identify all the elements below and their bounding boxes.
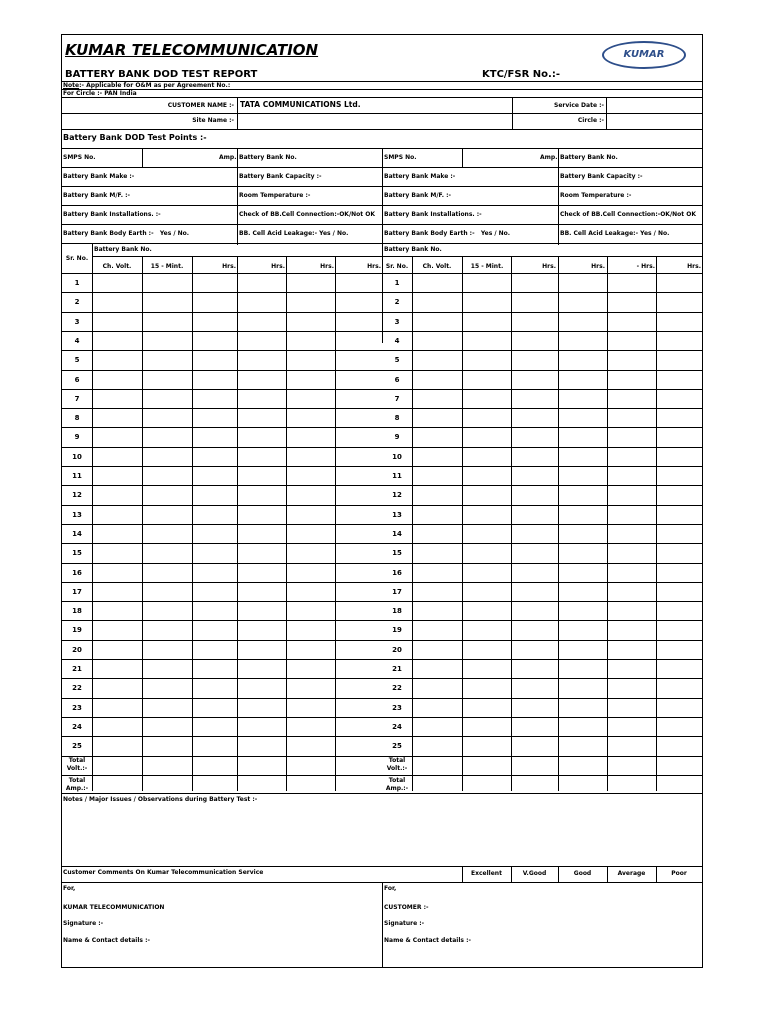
- total-volt-left: [62, 757, 92, 773]
- row-number-left: 4: [74, 336, 80, 345]
- row-number-left: 25: [72, 742, 82, 751]
- row-number-right: 8: [394, 414, 400, 423]
- rating-excellent[interactable]: Excellent: [471, 870, 502, 877]
- report-title: BATTERY BANK DOD TEST REPORT: [65, 69, 258, 80]
- row-number-right: 18: [392, 607, 402, 616]
- company-left: KUMAR TELECOMMUNICATION: [63, 904, 165, 911]
- row-number-right: 14: [392, 529, 402, 538]
- rating-vgood[interactable]: V.Good: [522, 870, 547, 877]
- row-number-left: 3: [74, 317, 80, 326]
- amp-label-right: Amp.: [540, 154, 558, 161]
- row-number-left: 19: [72, 626, 82, 635]
- sr-no-left: Sr. No.: [65, 255, 89, 262]
- col-hrs-1-left: Hrs.: [222, 263, 236, 270]
- room-temp-label-left: Room Temperature :-: [239, 192, 311, 199]
- notes-label: Notes / Major Issues / Observations during Battery Test :-: [63, 796, 258, 803]
- row-number-left: 24: [72, 722, 82, 731]
- col-ch-volt-right: Ch. Volt.: [422, 263, 452, 270]
- customer-right: CUSTOMER :-: [384, 904, 429, 911]
- test-points-title: Battery Bank DOD Test Points :-: [63, 133, 207, 142]
- row-number-right: 11: [392, 472, 402, 480]
- acid-leakage-left[interactable]: BB. Cell Acid Leakage:- Yes / No.: [239, 230, 349, 237]
- company-title: KUMAR TELECOMMUNICATION: [65, 41, 319, 59]
- body-earth-label-right: [384, 230, 510, 237]
- capacity-label-left: Battery Bank Capacity :-: [239, 173, 322, 180]
- signature-right: Signature :-: [384, 920, 425, 927]
- row-number-right: 20: [392, 645, 402, 654]
- battery-bank-no-right: Battery Bank No.: [560, 154, 618, 161]
- customer-name-label: CUSTOMER NAME :-: [167, 102, 234, 109]
- room-temp-label-right: Room Temperature :-: [560, 192, 632, 199]
- for-right: For,: [384, 885, 397, 892]
- total-volt-left-l1: Total: [68, 757, 86, 764]
- row-number-left: 7: [74, 394, 80, 403]
- col-15min-right: 15 - Mint.: [470, 263, 504, 270]
- row-number-left: 14: [72, 529, 82, 538]
- contact-right: Name & Contact details :-: [384, 937, 471, 944]
- row-number-left: 8: [74, 414, 80, 423]
- row-number-left: 1: [74, 279, 80, 287]
- row-number-left: 20: [72, 645, 82, 654]
- row-number-left: 16: [72, 568, 82, 577]
- col-hrs-3-left: Hrs.: [320, 263, 334, 270]
- signature-left: Signature :-: [63, 920, 104, 927]
- total-amp-right-l2: Amp.:-: [385, 785, 409, 792]
- row-number-right: 2: [394, 298, 400, 307]
- body-earth-options-right[interactable]: Yes / No.: [480, 230, 511, 237]
- body-earth-label-left: [63, 230, 189, 237]
- col-hrs-2-left: Hrs.: [271, 263, 285, 270]
- col-hrs-3-right: - Hrs.: [636, 263, 655, 270]
- row-number-right: 19: [392, 626, 402, 635]
- total-amp-right: [382, 777, 412, 793]
- row-number-left: 17: [72, 587, 82, 596]
- row-number-left: 6: [74, 375, 80, 384]
- smps-label-right: SMPS No.: [384, 154, 417, 161]
- total-volt-right-l2: Volt.:-: [386, 765, 408, 772]
- row-number-right: 10: [392, 452, 402, 461]
- row-number-right: 4: [394, 336, 400, 345]
- capacity-label-right: Battery Bank Capacity :-: [560, 173, 643, 180]
- row-number-right: 12: [392, 491, 402, 500]
- col-hrs-1-right: Hrs.: [542, 263, 556, 270]
- row-number-right: 22: [392, 684, 402, 693]
- rating-poor[interactable]: Poor: [671, 870, 687, 877]
- row-number-right: 7: [394, 394, 400, 403]
- row-number-left: 5: [74, 356, 80, 365]
- contact-left: Name & Contact details :-: [63, 937, 150, 944]
- row-number-right: 23: [392, 703, 402, 712]
- acid-leakage-right[interactable]: BB. Cell Acid Leakage:- Yes / No.: [560, 230, 670, 237]
- for-left: For,: [63, 885, 76, 892]
- note-text: :- Applicable for O&M as per Agreement No.:: [79, 82, 231, 89]
- report-sheet: [61, 34, 703, 968]
- row-number-left: 11: [72, 472, 82, 480]
- total-amp-left-l1: Total: [68, 777, 86, 784]
- smps-label-left: SMPS No.: [63, 154, 96, 161]
- row-number-right: 13: [392, 510, 402, 519]
- note-line: [63, 82, 230, 89]
- row-number-left: 23: [72, 703, 82, 712]
- row-number-right: 25: [392, 742, 402, 751]
- row-number-left: 9: [74, 433, 80, 442]
- total-volt-right: [382, 757, 412, 773]
- total-amp-left-l2: Amp.:-: [65, 785, 89, 792]
- row-number-left: 15: [72, 549, 82, 558]
- row-number-left: 2: [74, 298, 80, 307]
- col-ch-volt-left: Ch. Volt.: [102, 263, 132, 270]
- ktc-fsr-no: KTC/FSR No.:-: [482, 69, 560, 80]
- col-hrs-2-right: Hrs.: [591, 263, 605, 270]
- total-volt-left-l2: Volt.:-: [66, 765, 88, 772]
- row-number-right: 17: [392, 587, 402, 596]
- col-hrs-4-left: Hrs.: [367, 263, 381, 270]
- note-label: Note: [63, 82, 80, 89]
- cell-connection-label-right: Check of BB.Cell Connection:-OK/Not OK: [560, 211, 696, 218]
- rating-good[interactable]: Good: [573, 870, 592, 877]
- mf-label-right: Battery Bank M/F. :-: [384, 192, 451, 199]
- row-number-right: 15: [392, 549, 402, 558]
- row-number-right: 24: [392, 722, 402, 731]
- site-name-label: Site Name :-: [192, 117, 234, 124]
- total-volt-right-l1: Total: [388, 757, 406, 764]
- row-number-left: 21: [72, 665, 82, 673]
- service-date-label: Service Date :-: [554, 102, 604, 109]
- row-number-left: 13: [72, 510, 82, 519]
- row-number-left: 10: [72, 452, 82, 461]
- make-label-right: Battery Bank Make :-: [384, 173, 456, 180]
- col-15min-left: 15 - Mint.: [150, 263, 184, 270]
- body-earth-text-right: Battery Bank Body Earth :-: [384, 230, 475, 237]
- circle-line: For Circle :- PAN India: [63, 90, 137, 97]
- row-number-left: 22: [72, 684, 82, 693]
- total-amp-right-l1: Total: [388, 777, 406, 784]
- amp-label-left: Amp.: [219, 154, 237, 161]
- battery-bank-no-left: Battery Bank No.: [239, 154, 297, 161]
- row-number-right: 1: [394, 279, 400, 287]
- col-hrs-4-right: Hrs.: [687, 263, 701, 270]
- cell-connection-label-left: Check of BB.Cell Connection:-OK/Not OK: [239, 211, 375, 218]
- body-earth-options-left[interactable]: Yes / No.: [159, 230, 190, 237]
- body-earth-text-left: Battery Bank Body Earth :-: [63, 230, 154, 237]
- make-label-left: Battery Bank Make :-: [63, 173, 135, 180]
- row-number-left: 12: [72, 491, 82, 500]
- installations-label-right: Battery Bank Installations. :-: [384, 211, 482, 218]
- row-number-right: 16: [392, 568, 402, 577]
- company-logo: [602, 41, 686, 69]
- notes-area[interactable]: [62, 804, 702, 866]
- customer-name-value[interactable]: TATA COMMUNICATIONS Ltd.: [240, 100, 361, 109]
- rating-average[interactable]: Average: [617, 870, 646, 877]
- logo-text: KUMAR: [623, 49, 665, 60]
- total-amp-left: [62, 777, 92, 793]
- row-number-right: 6: [394, 375, 400, 384]
- row-number-right: 3: [394, 317, 400, 326]
- row-number-left: 18: [72, 607, 82, 616]
- battery-bank-no-table-right: Battery Bank No.: [384, 246, 442, 253]
- row-number-right: 5: [394, 356, 400, 365]
- row-number-right: 9: [394, 433, 400, 442]
- installations-label-left: Battery Bank Installations. :-: [63, 211, 161, 218]
- circle-label: Circle :-: [577, 117, 604, 124]
- mf-label-left: Battery Bank M/F. :-: [63, 192, 130, 199]
- battery-bank-no-table-left: Battery Bank No.: [94, 246, 152, 253]
- row-number-right: 21: [392, 665, 402, 673]
- comments-label: Customer Comments On Kumar Telecommunication Service: [63, 869, 264, 876]
- sr-no-right: Sr. No.: [385, 263, 409, 270]
